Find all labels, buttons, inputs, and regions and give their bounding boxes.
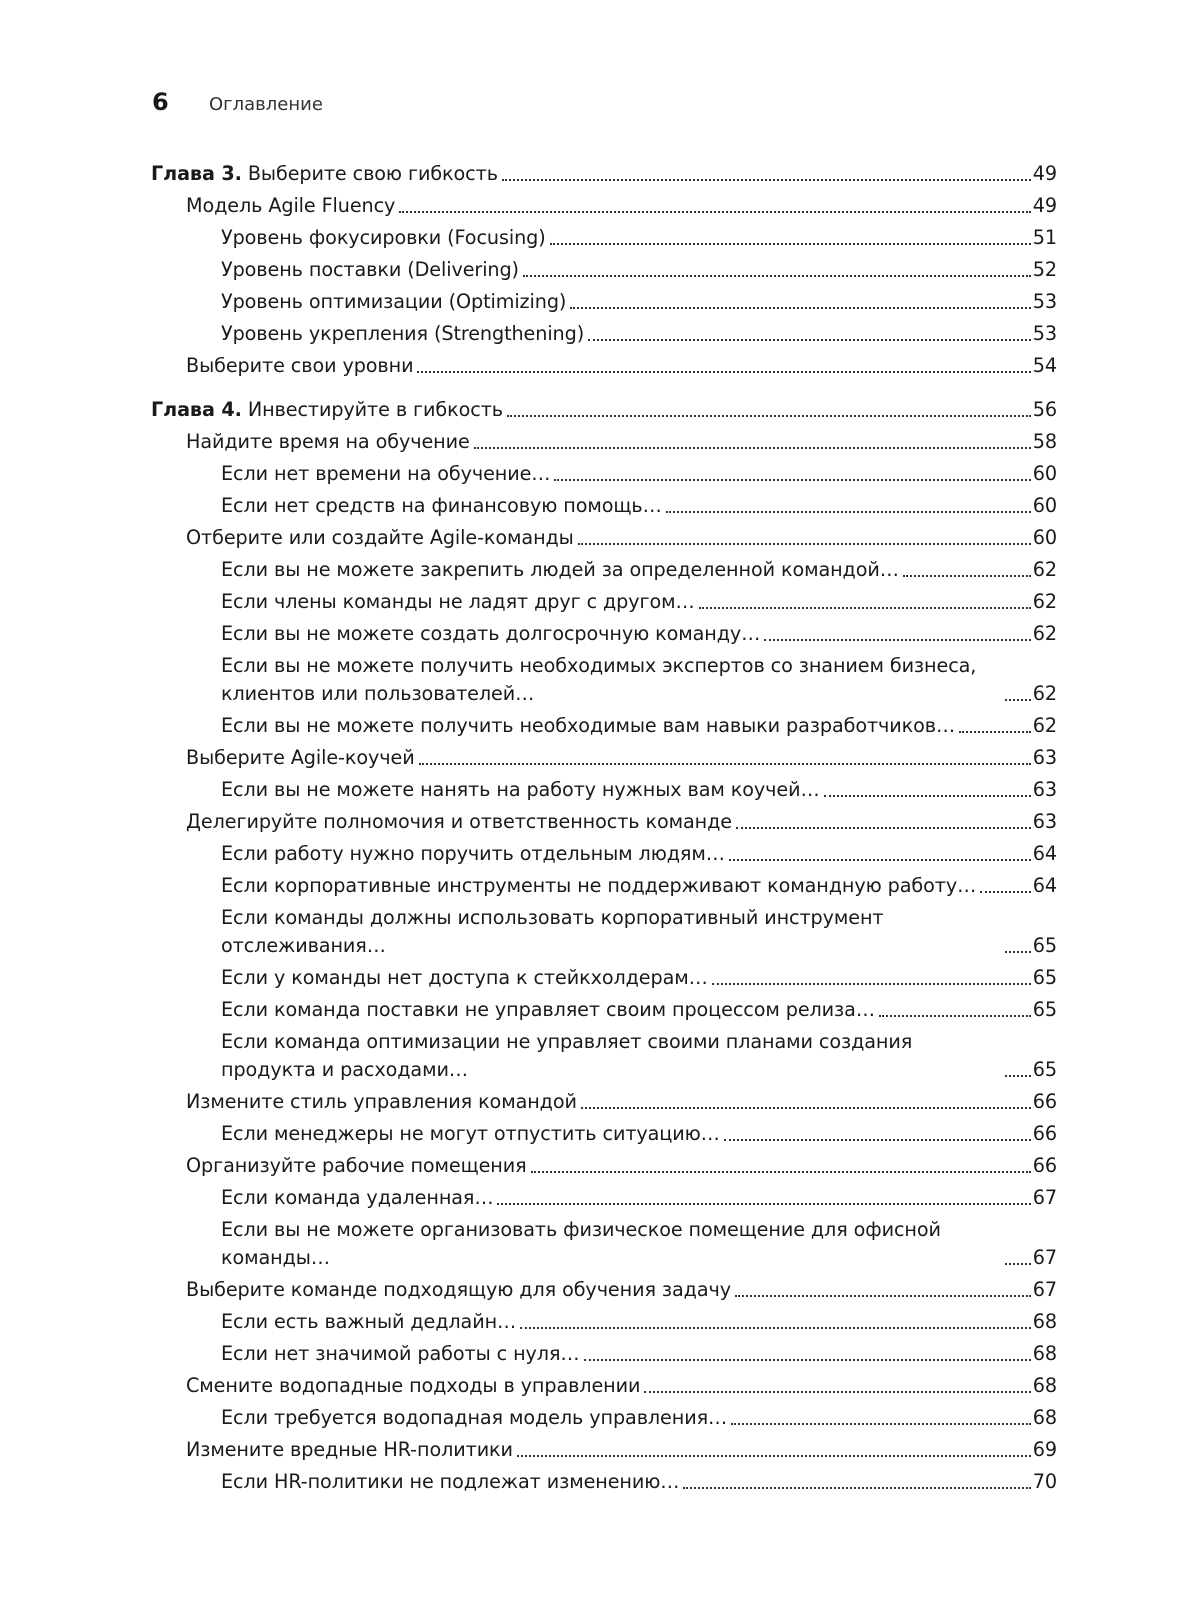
section-title: Измените вредные HR-политики xyxy=(186,1438,513,1461)
dot-leader xyxy=(570,307,1030,309)
toc-entry-title xyxy=(221,288,570,316)
toc-entry-title xyxy=(186,1088,581,1116)
dot-leader xyxy=(903,575,1031,577)
subsection-title: Если вы не можете нанять на работу нужных вам коучей… xyxy=(221,778,820,801)
toc-section-entry[interactable] xyxy=(151,1372,1057,1400)
section-title: Делегируйте полномочия и ответственность команде xyxy=(186,810,732,833)
toc-entry-title xyxy=(186,524,578,552)
dot-leader xyxy=(736,827,1031,829)
toc-page-number: 60 xyxy=(1032,526,1057,549)
subsection-title: Уровень фокусировки (Focusing) xyxy=(221,226,546,249)
toc-entry-title xyxy=(186,1276,735,1304)
toc-page-number: 60 xyxy=(1032,462,1057,485)
toc-entry-title xyxy=(221,1340,584,1368)
toc-entry-title xyxy=(186,192,399,220)
toc-entry-title xyxy=(221,1028,1005,1084)
toc-page-number: 64 xyxy=(1032,874,1057,897)
toc-subsection-entry[interactable] xyxy=(151,996,1057,1024)
toc-subsection-entry[interactable] xyxy=(151,840,1057,868)
toc-entry-title xyxy=(186,352,417,380)
toc-entry-title xyxy=(186,428,474,456)
toc-page-number: 62 xyxy=(1032,622,1057,645)
toc-page-number: 62 xyxy=(1032,558,1057,581)
dot-leader xyxy=(729,859,1031,861)
subsection-title: Если корпоративные инструменты не поддерживают командную работу… xyxy=(221,874,977,897)
chapter-group xyxy=(151,160,1057,380)
toc-subsection-entry[interactable] xyxy=(151,320,1057,348)
toc-subsection-entry[interactable] xyxy=(151,460,1057,488)
subsection-title: Если вы не можете организовать физическое помещение для офисной команды… xyxy=(221,1218,941,1269)
toc-page-number: 66 xyxy=(1032,1090,1057,1113)
toc-entry-title xyxy=(221,460,554,488)
toc-subsection-entry[interactable] xyxy=(151,1184,1057,1212)
subsection-title: Если вы не можете закрепить людей за определенной командой… xyxy=(221,558,899,581)
dot-leader xyxy=(588,339,1031,341)
toc-subsection-entry[interactable] xyxy=(151,652,1057,708)
subsection-title: Если нет времени на обучение… xyxy=(221,462,551,485)
toc-entry-title xyxy=(221,556,903,584)
dot-leader xyxy=(520,1327,1031,1329)
toc-entry-title xyxy=(221,964,712,992)
dot-leader xyxy=(735,1295,1031,1297)
toc-entry-title xyxy=(221,840,729,868)
toc-subsection-entry[interactable] xyxy=(151,1340,1057,1368)
toc-entry-title xyxy=(151,396,507,424)
toc-entry-title xyxy=(221,872,980,900)
subsection-title: Уровень поставки (Delivering) xyxy=(221,258,519,281)
dot-leader xyxy=(550,243,1031,245)
dot-leader xyxy=(502,179,1031,181)
dot-leader xyxy=(699,607,1031,609)
subsection-title: Если команда поставки не управляет своим процессом релиза… xyxy=(221,998,875,1021)
dot-leader xyxy=(959,731,1031,733)
toc-page-number: 52 xyxy=(1032,258,1057,281)
subsection-title: Если требуется водопадная модель управления… xyxy=(221,1406,728,1429)
subsection-title: Если команды должны использовать корпоративный инструмент отслеживания… xyxy=(221,906,884,957)
toc-entry-title xyxy=(186,1152,531,1180)
dot-leader xyxy=(419,763,1031,765)
dot-leader xyxy=(474,447,1031,449)
toc-page-number: 69 xyxy=(1032,1438,1057,1461)
subsection-title: Уровень оптимизации (Optimizing) xyxy=(221,290,567,313)
toc-page-number: 49 xyxy=(1032,162,1057,185)
section-title: Выберите команде подходящую для обучения задачу xyxy=(186,1278,731,1301)
toc-entry-title xyxy=(221,320,588,348)
toc-section-entry[interactable] xyxy=(151,744,1057,772)
toc-subsection-entry[interactable] xyxy=(151,1468,1057,1496)
dot-leader xyxy=(980,891,1031,893)
subsection-title: Если HR-политики не подлежат изменению… xyxy=(221,1470,680,1493)
dot-leader xyxy=(683,1487,1030,1489)
subsection-title: Если нет значимой работы с нуля… xyxy=(221,1342,580,1365)
subsection-title: Если у команды нет доступа к стейкхолдерам… xyxy=(221,966,708,989)
toc-entry-title xyxy=(186,744,419,772)
subsection-title: Если работу нужно поручить отдельным людям… xyxy=(221,842,725,865)
dot-leader xyxy=(666,511,1031,513)
toc-page-number: 53 xyxy=(1032,290,1057,313)
toc-page-number: 68 xyxy=(1032,1406,1057,1429)
toc-entry-title xyxy=(221,256,523,284)
dot-leader xyxy=(1005,951,1031,953)
toc-subsection-entry[interactable] xyxy=(151,256,1057,284)
section-title: Найдите время на обучение xyxy=(186,430,470,453)
toc-page-number: 60 xyxy=(1032,494,1057,517)
dot-leader xyxy=(724,1139,1031,1141)
toc-section-entry[interactable] xyxy=(151,1436,1057,1464)
toc-section-entry[interactable] xyxy=(151,428,1057,456)
chapter-title: Выберите свою гибкость xyxy=(247,162,498,185)
toc-subsection-entry[interactable] xyxy=(151,556,1057,584)
toc-page-number: 67 xyxy=(1032,1278,1057,1301)
toc-page-number: 64 xyxy=(1032,842,1057,865)
dot-leader xyxy=(1005,1075,1031,1077)
toc-subsection-entry[interactable] xyxy=(151,620,1057,648)
toc-entry-title xyxy=(221,1308,520,1336)
toc-entry-title xyxy=(221,712,959,740)
dot-leader xyxy=(531,1171,1031,1173)
toc-page-number: 66 xyxy=(1032,1122,1057,1145)
dot-leader xyxy=(644,1391,1030,1393)
toc-subsection-entry[interactable] xyxy=(151,588,1057,616)
dot-leader xyxy=(824,795,1031,797)
page-header xyxy=(152,88,323,116)
dot-leader xyxy=(764,639,1031,641)
toc-page-number: 65 xyxy=(1032,1058,1057,1081)
toc-page-number: 65 xyxy=(1032,998,1057,1021)
dot-leader xyxy=(523,275,1031,277)
toc-page-number: 56 xyxy=(1032,398,1057,421)
chapter-title: Инвестируйте в гибкость xyxy=(247,398,503,421)
toc-entry-title xyxy=(221,620,764,648)
toc-page-number: 67 xyxy=(1032,1246,1057,1269)
toc-entry-title xyxy=(221,776,824,804)
toc-entry-title xyxy=(221,1468,683,1496)
running-title: Оглавление xyxy=(209,94,323,115)
subsection-title: Уровень укрепления (Strengthening) xyxy=(221,322,585,345)
subsection-title: Если члены команды не ладят друг с другом… xyxy=(221,590,695,613)
chapter-label: Глава 3. xyxy=(151,162,242,185)
toc-section-entry[interactable] xyxy=(151,524,1057,552)
subsection-title: Если нет средств на финансовую помощь… xyxy=(221,494,662,517)
subsection-title: Если менеджеры не могут отпустить ситуацию… xyxy=(221,1122,720,1145)
toc-page-number: 58 xyxy=(1032,430,1057,453)
subsection-title: Если вы не можете создать долгосрочную команду… xyxy=(221,622,761,645)
toc-entry-title xyxy=(186,808,736,836)
toc-subsection-entry[interactable] xyxy=(151,1028,1057,1084)
toc-page-number: 49 xyxy=(1032,194,1057,217)
dot-leader xyxy=(417,371,1030,373)
toc-section-entry[interactable] xyxy=(151,1088,1057,1116)
toc-page-number: 65 xyxy=(1032,934,1057,957)
dot-leader xyxy=(554,479,1030,481)
toc-page-number: 68 xyxy=(1032,1310,1057,1333)
toc-page-number: 54 xyxy=(1032,354,1057,377)
toc-page-number: 70 xyxy=(1032,1470,1057,1493)
toc-section-entry[interactable] xyxy=(151,1152,1057,1180)
toc-page-number: 68 xyxy=(1032,1374,1057,1397)
toc-subsection-entry[interactable] xyxy=(151,904,1057,960)
toc-page-number: 65 xyxy=(1032,966,1057,989)
toc-subsection-entry[interactable] xyxy=(151,872,1057,900)
subsection-title: Если команда оптимизации не управляет своими планами создания продукта и расходами… xyxy=(221,1030,913,1081)
toc-page-number: 63 xyxy=(1032,746,1057,769)
toc-page-number: 62 xyxy=(1032,682,1057,705)
dot-leader xyxy=(497,1203,1030,1205)
toc-page-number: 68 xyxy=(1032,1342,1057,1365)
toc-subsection-entry[interactable] xyxy=(151,288,1057,316)
section-title: Выберите Agile-коучей xyxy=(186,746,415,769)
toc-entry-title xyxy=(221,224,550,252)
chapter-label: Глава 4. xyxy=(151,398,242,421)
section-title: Смените водопадные подходы в управлении xyxy=(186,1374,641,1397)
toc-entry-title xyxy=(221,996,879,1024)
section-title: Измените стиль управления командой xyxy=(186,1090,577,1113)
section-title: Отберите или создайте Agile-команды xyxy=(186,526,574,549)
toc-subsection-entry[interactable] xyxy=(151,712,1057,740)
section-title: Выберите свои уровни xyxy=(186,354,414,377)
toc-subsection-entry[interactable] xyxy=(151,964,1057,992)
toc-subsection-entry[interactable] xyxy=(151,1120,1057,1148)
page-number: 6 xyxy=(152,88,169,116)
subsection-title: Если команда удаленная… xyxy=(221,1186,494,1209)
dot-leader xyxy=(517,1455,1031,1457)
chapter-group xyxy=(151,396,1057,1496)
toc-subsection-entry[interactable] xyxy=(151,776,1057,804)
toc-entry-title xyxy=(186,1372,644,1400)
toc-section-entry[interactable] xyxy=(151,352,1057,380)
toc-page-number: 67 xyxy=(1032,1186,1057,1209)
dot-leader xyxy=(578,543,1031,545)
dot-leader xyxy=(399,211,1030,213)
toc-page-number: 63 xyxy=(1032,778,1057,801)
toc-page-number: 62 xyxy=(1032,590,1057,613)
toc-subsection-entry[interactable] xyxy=(151,1216,1057,1272)
toc-subsection-entry[interactable] xyxy=(151,224,1057,252)
dot-leader xyxy=(581,1107,1031,1109)
toc-section-entry[interactable] xyxy=(151,1276,1057,1304)
table-of-contents xyxy=(151,160,1057,1500)
toc-page-number: 63 xyxy=(1032,810,1057,833)
section-title: Организуйте рабочие помещения xyxy=(186,1154,527,1177)
toc-subsection-entry[interactable] xyxy=(151,492,1057,520)
subsection-title: Если вы не можете получить необходимые вам навыки разработчиков… xyxy=(221,714,956,737)
toc-page-number: 62 xyxy=(1032,714,1057,737)
subsection-title: Если есть важный дедлайн… xyxy=(221,1310,517,1333)
toc-page-number: 66 xyxy=(1032,1154,1057,1177)
toc-section-entry[interactable] xyxy=(151,808,1057,836)
dot-leader xyxy=(1005,699,1031,701)
toc-entry-title xyxy=(151,160,502,188)
dot-leader xyxy=(712,983,1031,985)
toc-entry-title xyxy=(186,1436,517,1464)
toc-entry-title xyxy=(221,1404,731,1432)
toc-page-number: 53 xyxy=(1032,322,1057,345)
dot-leader xyxy=(731,1423,1031,1425)
toc-entry-title xyxy=(221,904,1005,960)
dot-leader xyxy=(584,1359,1031,1361)
toc-chapter-entry[interactable] xyxy=(151,160,1057,188)
subsection-title: Если вы не можете получить необходимых экспертов со знанием бизнеса, клиентов или пользователей… xyxy=(221,654,977,705)
section-title: Модель Agile Fluency xyxy=(186,194,396,217)
dot-leader xyxy=(1005,1263,1031,1265)
dot-leader xyxy=(507,415,1031,417)
toc-subsection-entry[interactable] xyxy=(151,1308,1057,1336)
toc-entry-title xyxy=(221,1216,1005,1272)
toc-chapter-entry[interactable] xyxy=(151,396,1057,424)
toc-page-number: 51 xyxy=(1032,226,1057,249)
toc-entry-title xyxy=(221,588,699,616)
toc-entry-title xyxy=(221,492,666,520)
toc-entry-title xyxy=(221,652,1005,708)
toc-subsection-entry[interactable] xyxy=(151,1404,1057,1432)
dot-leader xyxy=(879,1015,1031,1017)
toc-section-entry[interactable] xyxy=(151,192,1057,220)
toc-entry-title xyxy=(221,1120,724,1148)
toc-entry-title xyxy=(221,1184,497,1212)
